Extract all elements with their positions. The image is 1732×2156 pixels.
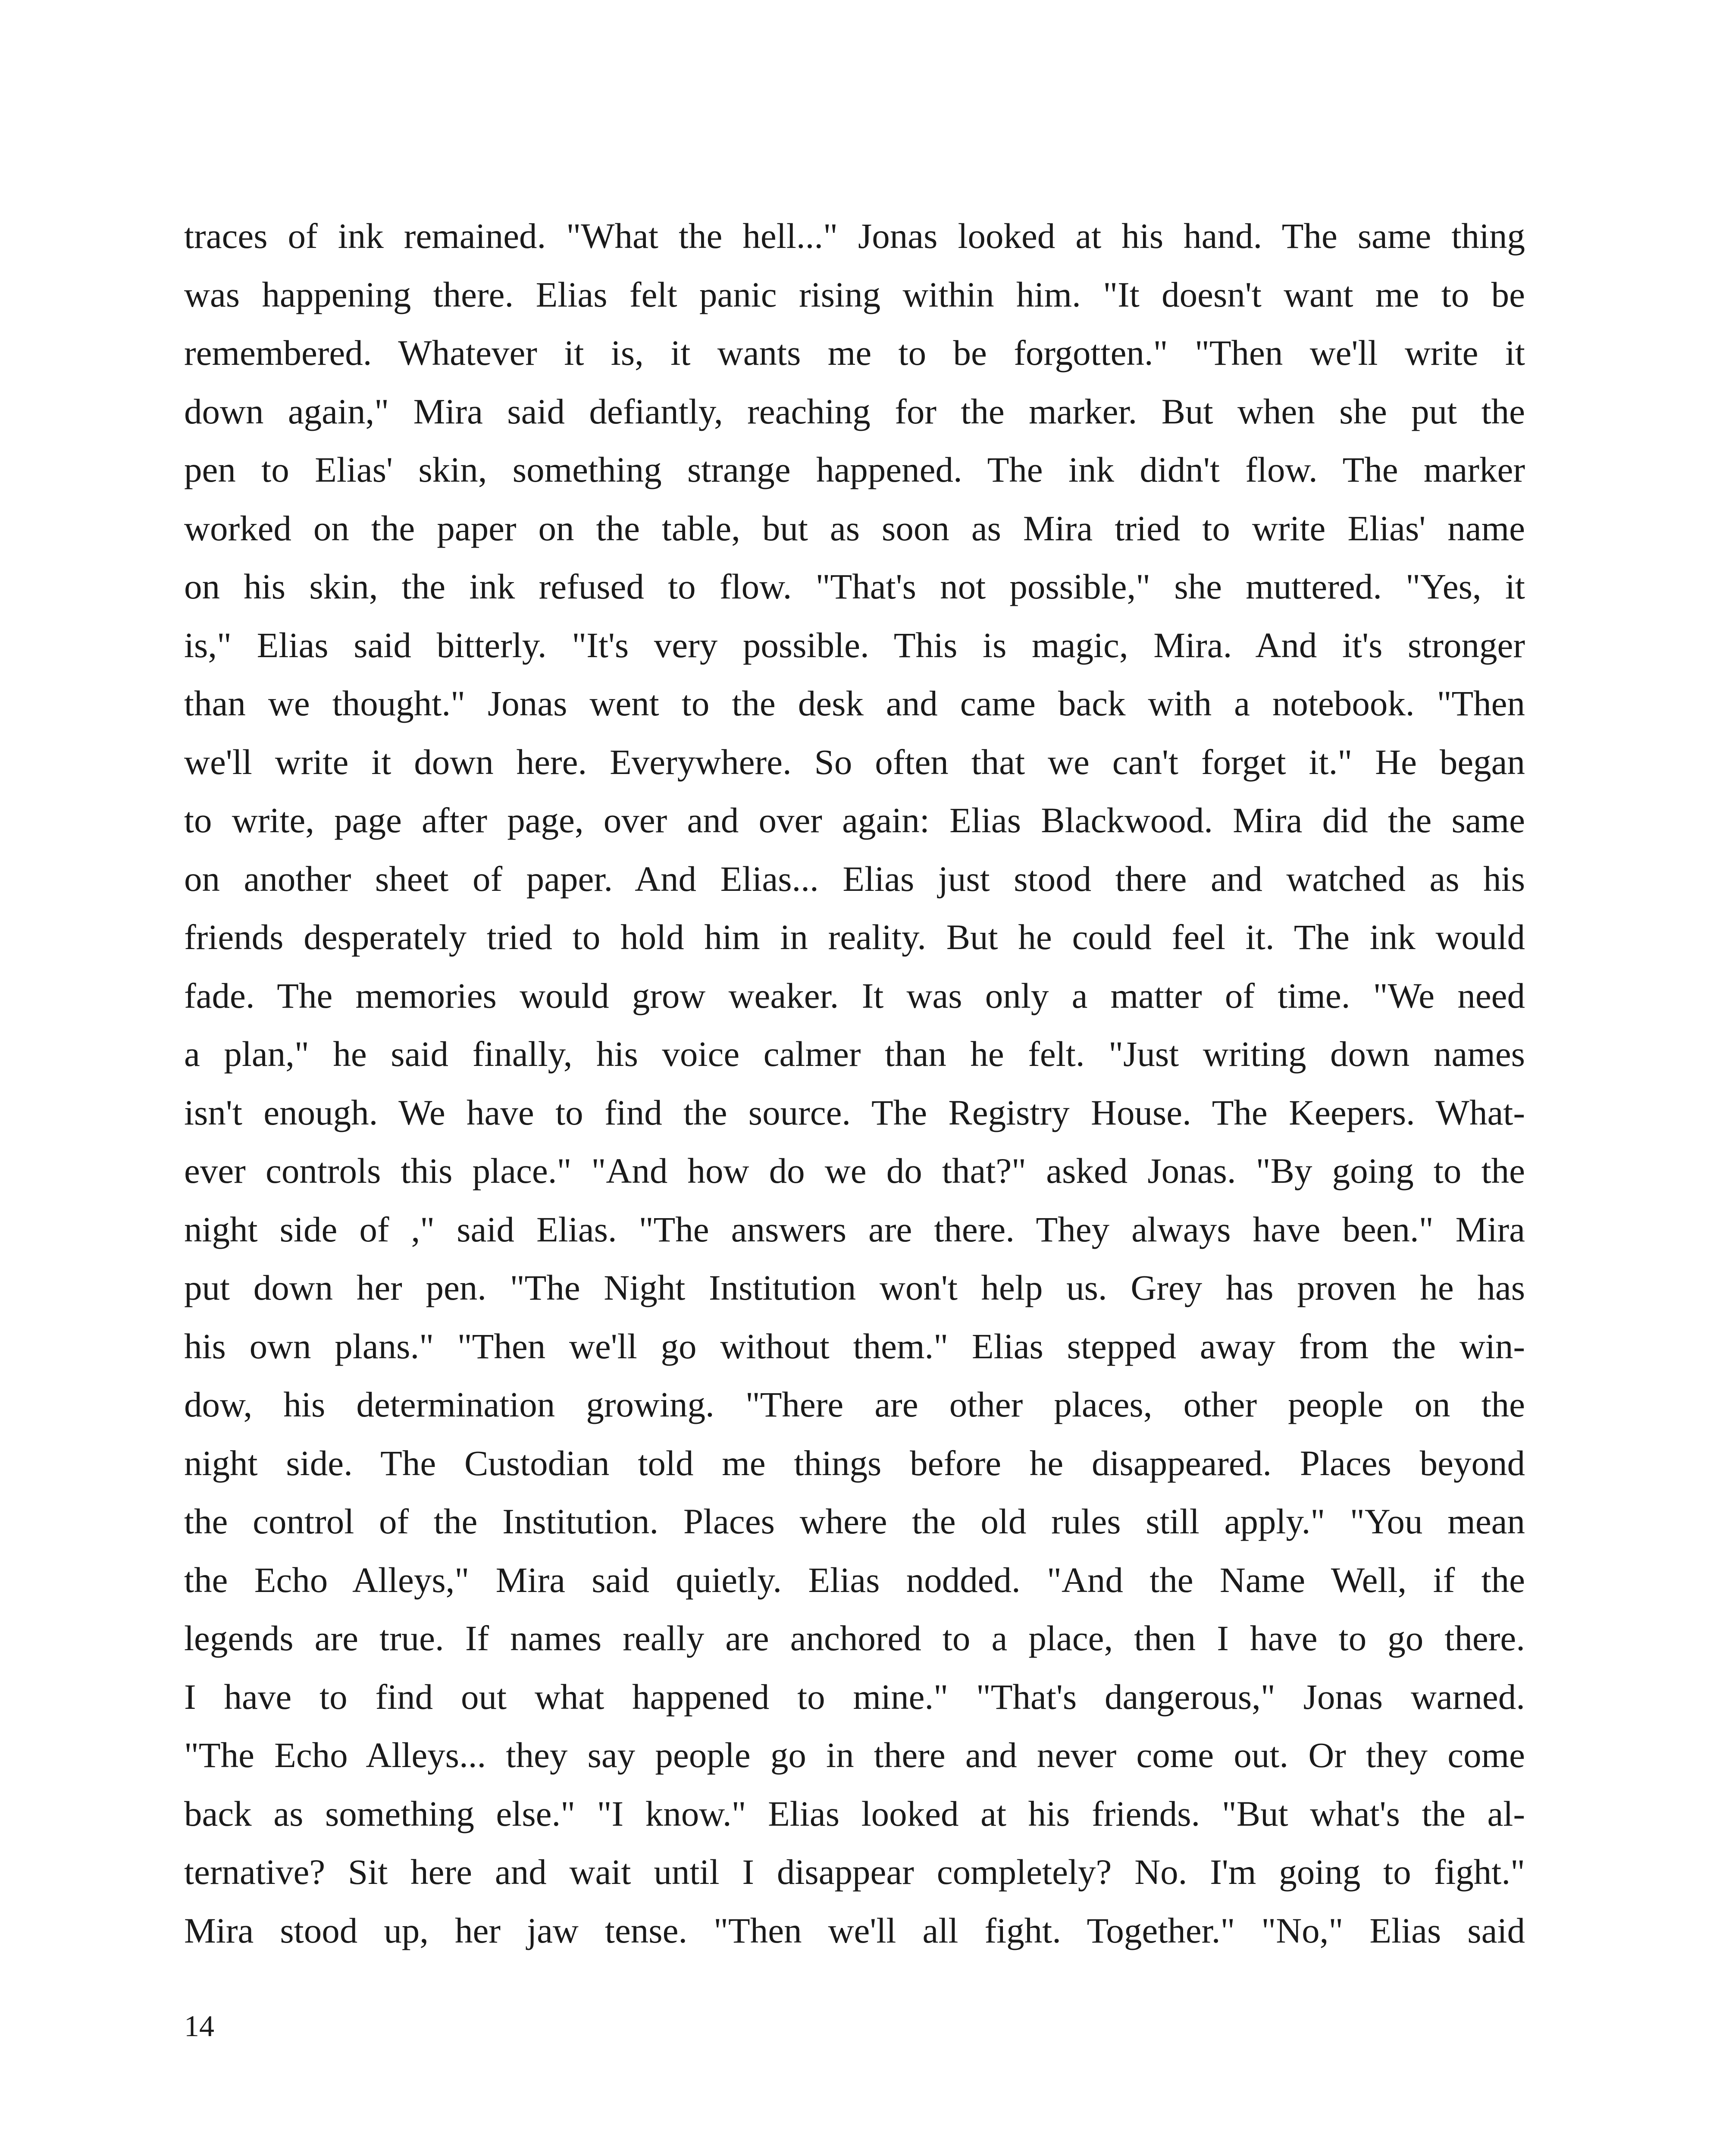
text-line: down again," Mira said defiantly, reaching for the marker. But when she put the xyxy=(184,391,1525,431)
text-line: a plan," he said finally, his voice calmer than he felt. "Just writing down names xyxy=(184,1034,1525,1074)
text-line: was happening there. Elias felt panic rising within him. "It doesn't want me to be xyxy=(184,274,1525,314)
text-line: fade. The memories would grow weaker. It was only a matter of time. "We need xyxy=(184,975,1525,1015)
text-line: to write, page after page, over and over again: Elias Blackwood. Mira did the same xyxy=(184,800,1525,840)
text-line: his own plans." "Then we'll go without them." Elias stepped away from the win- xyxy=(184,1326,1525,1366)
text-line: night side. The Custodian told me things before he disappeared. Places beyond xyxy=(184,1443,1525,1483)
body-text xyxy=(184,207,1525,1960)
text-line: dow, his determination growing. "There are other places, other people on the xyxy=(184,1385,1525,1424)
text-line: on another sheet of paper. And Elias... Elias just stood there and watched as his xyxy=(184,859,1525,899)
text-line: remembered. Whatever it is, it wants me to be forgotten." "Then we'll write it xyxy=(184,333,1525,373)
text-line: back as something else." "I know." Elias looked at his friends. "But what's the al- xyxy=(184,1793,1525,1833)
text-line: the Echo Alleys," Mira said quietly. Elias nodded. "And the Name Well, if the xyxy=(184,1560,1525,1600)
text-line: Mira stood up, her jaw tense. "Then we'll all fight. Together." "No," Elias said xyxy=(184,1910,1525,1950)
text-line: legends are true. If names really are anchored to a place, then I have to go there. xyxy=(184,1618,1525,1658)
text-line: friends desperately tried to hold him in reality. But he could feel it. The ink would xyxy=(184,917,1525,957)
text-line: worked on the paper on the table, but as soon as Mira tried to write Elias' name xyxy=(184,508,1525,548)
text-line: we'll write it down here. Everywhere. So often that we can't forget it." He began xyxy=(184,742,1525,782)
text-line: isn't enough. We have to find the source. The Registry House. The Keepers. What- xyxy=(184,1092,1525,1132)
text-line: than we thought." Jonas went to the desk and came back with a notebook. "Then xyxy=(184,683,1525,723)
text-line: ever controls this place." "And how do we do that?" asked Jonas. "By going to the xyxy=(184,1151,1525,1191)
text-line: is," Elias said bitterly. "It's very possible. This is magic, Mira. And it's stronger xyxy=(184,625,1525,665)
text-line: put down her pen. "The Night Institution won't help us. Grey has proven he has xyxy=(184,1268,1525,1307)
text-line: the control of the Institution. Places where the old rules still apply." "You mean xyxy=(184,1501,1525,1541)
text-line: pen to Elias' skin, something strange happened. The ink didn't flow. The marker xyxy=(184,450,1525,489)
text-line: ternative? Sit here and wait until I disappear completely? No. I'm going to fight." xyxy=(184,1852,1525,1892)
text-line: night side of ," said Elias. "The answers are there. They always have been." Mira xyxy=(184,1209,1525,1249)
text-line: traces of ink remained. "What the hell..." Jonas looked at his hand. The same thing xyxy=(184,216,1525,256)
text-line: on his skin, the ink refused to flow. "That's not possible," she muttered. "Yes, it xyxy=(184,567,1525,606)
page-number: 14 xyxy=(184,2010,214,2043)
text-line: "The Echo Alleys... they say people go in there and never come out. Or they come xyxy=(184,1735,1525,1775)
text-line: I have to find out what happened to mine." "That's dangerous," Jonas warned. xyxy=(184,1677,1525,1717)
